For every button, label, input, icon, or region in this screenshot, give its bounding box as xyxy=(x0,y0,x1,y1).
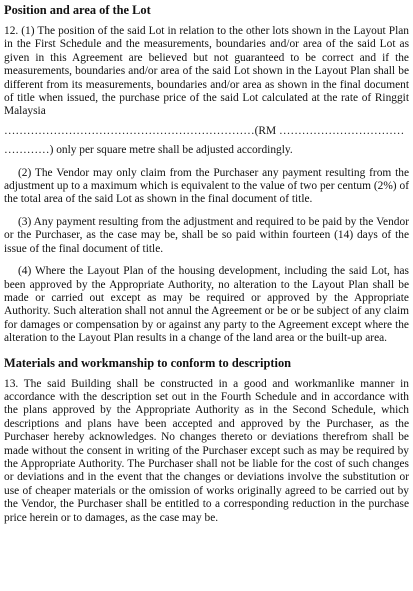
clause-13: 13. The said Building shall be constructed in a good and workmanlike manner in accordance with the description set out in the Fourth Schedule and in accordance with the plans approved by the Appropriate Authority as in the Second Schedule, which descriptions and plans have been accepted and approved by the Purchaser, as the Purchaser hereby acknowledges. No changes thereto or deviations therefrom shall be made without the consent in writing of the Purchaser except such as may be required by the Appropriate Authority. The Purchaser shall not be liable for the cost of such changes or deviations and in the event that the changes or deviations involve the substitution or use of cheaper materials or the omission of works originally agreed to be carried out by the Vendor, the Purchaser shall be entitled to a corresponding reduction in the purchase price herein or to damages, as the case may be. xyxy=(4,377,409,524)
rate-fill-line-continued: …………) only per square metre shall be adjusted accordingly. xyxy=(4,144,293,157)
section-heading-position-area: Position and area of the Lot xyxy=(4,3,151,17)
clause-12-1: 12. (1) The position of the said Lot in relation to the other lots shown in the Layout Plan in the First Schedule and the measurements, boundaries and/or area of the said Lot as given in this Agreement are believed but not guaranteed to be correct and if the measurements, boundaries and/or area of the said Lot shown in the Layout Plan shall be different from its measurements, boundaries and/or area as shown in the final document of title when issued, the purchase price of the said Lot calculated at the rate of Ringgit Malaysia xyxy=(4,25,409,118)
section-heading-materials-workmanship: Materials and workmanship to conform to description xyxy=(4,355,292,370)
rate-fill-line: …………………………………………………………(RM …………………………… xyxy=(4,124,405,137)
clause-12-2: (2) The Vendor may only claim from the Purchaser any payment resulting from the adjustment up to a maximum which is equivalent to the value of two per centum (2%) of the total area of the said Lot as shown in the final document of title. xyxy=(4,166,409,206)
clause-12-3: (3) Any payment resulting from the adjustment and required to be paid by the Vendor or the Purchaser, as the case may be, shall be so paid within fourteen (14) days of the issue of the final document of title. xyxy=(4,215,409,255)
clause-12-4: (4) Where the Layout Plan of the housing development, including the said Lot, has been approved by the Appropriate Authority, no alteration to the Layout Plan shall be made or carried out except as may be required or approved by the Appropriate Authority. Such alteration shall not annul the Agreement or be or be subject of any claim for damages or compensation by or against any party to the Agreement except where the alteration to the Layout Plan results in a change of the land area or the built-up area. xyxy=(4,265,409,345)
